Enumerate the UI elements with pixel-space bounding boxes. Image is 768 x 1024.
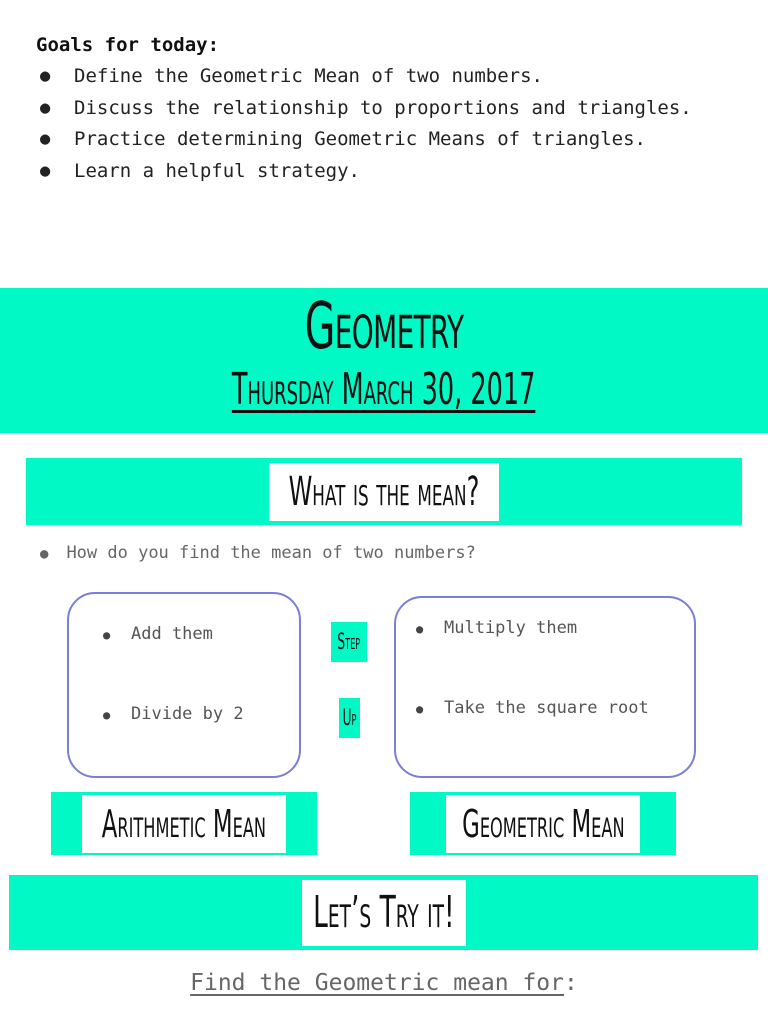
arithmetic-mean-bar bbox=[51, 792, 317, 855]
goal-item: ● Discuss the relationship to proportions and triangles. bbox=[36, 93, 736, 125]
up-tag-text: Up bbox=[342, 705, 357, 731]
bullet-icon: ● bbox=[103, 628, 111, 642]
page-title-text: Geometry bbox=[304, 290, 464, 364]
page-title bbox=[0, 292, 768, 362]
question-line bbox=[40, 543, 476, 563]
geometric-mean-text: Geometric Mean bbox=[461, 801, 625, 846]
geometric-step-text: Multiply them bbox=[444, 618, 578, 638]
arithmetic-mean-text: Arithmetic Mean bbox=[101, 801, 267, 846]
question-text: How do you find the mean of two numbers? bbox=[66, 543, 476, 563]
try-it-heading: Let’s Try it! bbox=[312, 887, 455, 938]
arithmetic-step bbox=[103, 624, 213, 644]
find-prompt bbox=[0, 970, 768, 996]
goal-item: ● Define the Geometric Mean of two numbers. bbox=[36, 61, 736, 93]
geometric-step bbox=[416, 618, 577, 638]
geometric-steps-box bbox=[394, 596, 696, 778]
bullet-icon: ● bbox=[103, 708, 111, 722]
try-it-bar bbox=[9, 875, 758, 950]
page-date bbox=[0, 360, 768, 420]
arithmetic-mean-label bbox=[82, 795, 286, 853]
find-prompt-colon: : bbox=[564, 970, 578, 996]
arithmetic-step bbox=[103, 704, 244, 724]
up-tag bbox=[339, 698, 360, 738]
goals-list bbox=[36, 61, 736, 187]
goals-section bbox=[36, 30, 736, 187]
bullet-icon: ● bbox=[416, 622, 424, 636]
geometric-step-text: Take the square root bbox=[444, 698, 649, 718]
title-banner bbox=[0, 288, 768, 433]
arithmetic-step-text: Add them bbox=[131, 624, 213, 644]
geometric-step bbox=[416, 698, 649, 718]
geometric-mean-bar bbox=[410, 792, 676, 855]
what-is-mean-bar bbox=[26, 458, 742, 525]
geometric-mean-label bbox=[446, 795, 640, 853]
goal-item: ● Practice determining Geometric Means of triangles. bbox=[36, 124, 736, 156]
step-tag bbox=[331, 622, 367, 662]
page-date-text: Thursday March 30, 2017 bbox=[232, 364, 536, 415]
find-prompt-text: Find the Geometric mean for bbox=[190, 970, 564, 996]
arithmetic-step-text: Divide by 2 bbox=[131, 704, 244, 724]
what-is-mean-heading: What is the mean? bbox=[288, 468, 480, 515]
what-is-mean-label bbox=[269, 463, 499, 521]
bullet-icon: ● bbox=[416, 702, 424, 716]
bullet-icon: ● bbox=[40, 546, 49, 562]
try-it-label bbox=[302, 880, 466, 946]
arithmetic-steps-box bbox=[67, 592, 301, 778]
step-tag-text: Step bbox=[337, 629, 361, 655]
goal-item: ● Learn a helpful strategy. bbox=[36, 156, 736, 188]
goals-title: Goals for today: bbox=[36, 34, 220, 56]
